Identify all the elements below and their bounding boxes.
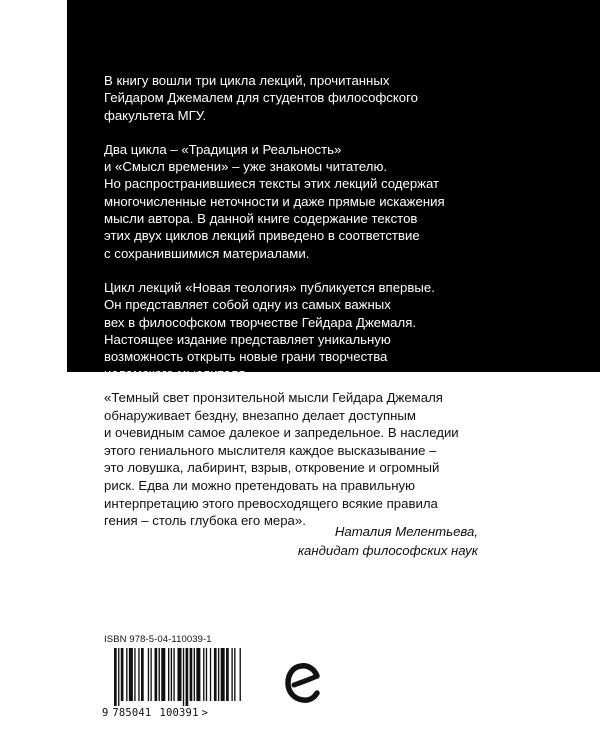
quote-attribution [298, 523, 478, 560]
publisher-e-logo-icon [284, 662, 322, 704]
barcode-digits-left: 785041 [112, 707, 152, 719]
barcode-bar [159, 648, 160, 701]
barcode-bar [203, 648, 204, 701]
barcode-bar [206, 648, 207, 701]
barcode-arrow: > [201, 707, 208, 719]
annotation-text [104, 72, 474, 400]
barcode-bar [134, 648, 135, 701]
barcode-bar [148, 648, 149, 701]
barcode-bar [186, 648, 189, 706]
barcode-bar [194, 648, 195, 701]
barcode-digit-first: 9 [102, 707, 109, 719]
review-quote: «Темный свет пронзительной мысли Гейдара Джемаля обнаруживает бездну, внезапно делает доступным и очевидным самое далекое и запредельное. В наследии этого гениального мыслителя каждое высказывание – это ловушка, лабиринт, взрыв, откровение и огромный риск. Едва ли можно претендовать на правильную интерпретацию этого превосходящего всякие правила гения – столь глубока его мера». [104, 390, 459, 529]
barcode-bar [183, 648, 184, 706]
quote-author: Наталия Мелентьева, [334, 524, 478, 539]
barcode-digits [102, 707, 252, 719]
barcode-bar [114, 648, 117, 706]
barcode-bar [234, 648, 235, 701]
barcode-bar [226, 648, 229, 701]
barcode [114, 648, 242, 706]
barcode-bar [129, 648, 133, 701]
barcode-bar [231, 648, 232, 701]
barcode-bar [210, 648, 211, 701]
barcode-bar [190, 648, 193, 701]
barcode-bar [150, 648, 151, 701]
barcode-bar [138, 648, 139, 701]
barcode-bar [173, 648, 174, 701]
barcode-bar [218, 648, 219, 701]
quote-author-title: кандидат философских наук [297, 542, 478, 558]
barcode-bar [121, 648, 124, 701]
barcode-digits-right: 100391 [159, 707, 199, 719]
barcode-bar [168, 648, 169, 701]
barcode-bar [118, 648, 119, 706]
isbn-label: ISBN 978-5-04-110039-1 [104, 634, 212, 645]
barcode-bar [171, 648, 172, 701]
barcode-bar [155, 648, 158, 701]
barcode-bar [126, 648, 127, 701]
annotation-paragraph-3: Цикл лекций «Новая теология» публикуется впервые. Он представляет собой одну из самых важных вех в философском творчестве Гейдара Джемаля. Настоящее издание представляет уникальную возможность открыть новые грани творчества исламского мыслителя. [104, 279, 435, 382]
annotation-paragraph-1: В книгу вошли три цикла лекций, прочитанных Гейдаром Джемалем для студентов философского факультета МГУ. [104, 73, 418, 123]
barcode-bar [214, 648, 217, 701]
barcode-bar [240, 648, 241, 701]
annotation-paragraph-2: Два цикла – «Традиция и Реальность» и «Смысл времени» – уже знакомы читателю. Но распространившиеся тексты этих лекций содержат многочисленные неточности и даже прямые искажения мысли автора. В данной книге содержание текстов этих двух циклов лекций приведено в соответствие с сохранившимися материалами. [104, 141, 445, 261]
barcode-bar [161, 648, 165, 701]
barcode-bar [141, 648, 144, 701]
barcode-bar [196, 648, 200, 701]
barcode-bar [177, 648, 181, 701]
barcode-bar [221, 648, 225, 701]
